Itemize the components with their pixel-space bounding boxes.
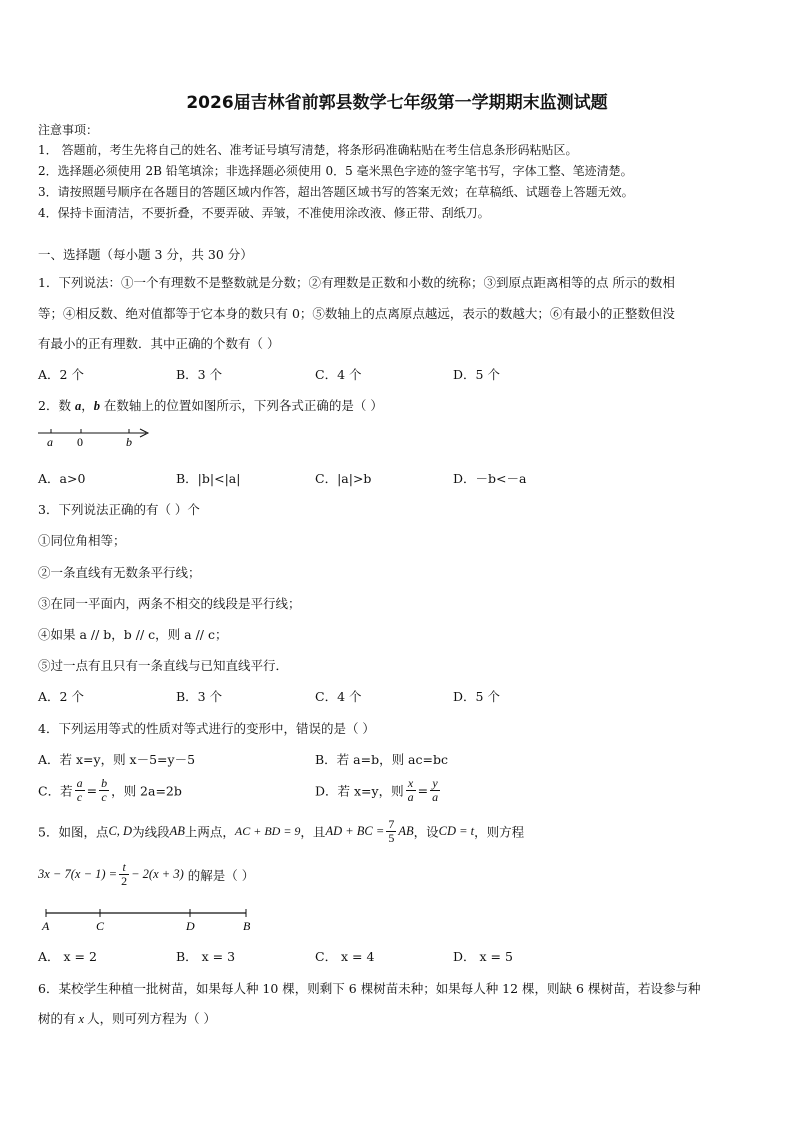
- q4-option-d: [315, 777, 442, 804]
- q5-equation-suffix: 的解是（ ）: [187, 867, 255, 883]
- q5-stem-line-1: [38, 818, 524, 845]
- q5-condition-3: CD = t: [438, 824, 475, 838]
- q2-option-d: D．－b<－a: [453, 471, 527, 486]
- q2-stem: [38, 396, 383, 414]
- q4-c-fraction-1: [75, 777, 85, 804]
- q3-option-d: D．5 个: [453, 689, 500, 704]
- q5-points: C, D: [108, 824, 133, 838]
- q5-equation-right: − 2(x + 3): [131, 867, 184, 881]
- q4-d-den-2: a: [432, 790, 439, 804]
- q5-segment-name: AB: [169, 824, 185, 838]
- q5-condition-2-fraction: [386, 818, 396, 845]
- q4-c-num-1: a: [76, 776, 83, 790]
- q5-segment-figure: [40, 906, 260, 934]
- q3-stem: 3．下列说法正确的有（ ）个: [38, 502, 200, 517]
- q5-condition-2-left: AD + BC =: [325, 824, 385, 838]
- notice-item-1: 1． 答题前，考生先将自己的姓名、准考证号填写清楚，将条形码准确粘贴在考生信息条形码粘贴区。: [38, 143, 578, 157]
- q5-stem-2: 为线段: [132, 824, 170, 840]
- q4-d-eq: =: [417, 783, 429, 798]
- q5-stem-3: 上两点，: [184, 824, 235, 840]
- q6-line-2-prefix: 树的有: [38, 1011, 76, 1026]
- page-title: 2026届吉林省前郭县数学七年级第一学期期末监测试题: [186, 93, 608, 113]
- q4-d-num-2: y: [430, 777, 440, 791]
- q5-equation-line: [38, 861, 254, 888]
- q4-c-eq: =: [86, 783, 98, 798]
- q3-option-b: B．3 个: [176, 689, 223, 704]
- q2-stem-sep: ，: [81, 398, 94, 413]
- q1-line-3: 有最小的正有理数．其中正确的个数有（ ）: [38, 336, 280, 351]
- q4-c-fraction-2: [99, 777, 109, 804]
- q5-option-b: B． x = 3: [176, 949, 236, 964]
- q3-item-3: ③在同一平面内，两条不相交的线段是平行线；: [38, 596, 301, 611]
- q3-option-c: C．4 个: [315, 689, 362, 704]
- q2-option-a: A．a>0: [38, 471, 86, 486]
- q1-option-c: C．4 个: [315, 367, 362, 382]
- q3-item-2: ②一条直线有无数条平行线；: [38, 565, 201, 580]
- q5-frac-num: 7: [388, 817, 395, 831]
- q4-d-fraction-2: [430, 777, 440, 804]
- q6-line-1: 6．某校学生种植一批树苗，如果每人种 10 棵，则剩下 6 棵树苗未种；如果每人种 12 棵，则缺 6 棵树苗，若设参与种: [38, 981, 701, 996]
- q1-option-a: A．2 个: [38, 367, 84, 382]
- q4-c-suffix: ，则 2a=2b: [111, 783, 182, 799]
- q6-variable: x: [78, 1012, 85, 1026]
- q4-option-b: B．若 a=b，则 ac=bc: [315, 752, 448, 767]
- q2-stem-suffix: 在数轴上的位置如图所示，下列各式正确的是（ ）: [99, 398, 383, 413]
- q5-stem-1: 5．如图，点: [38, 824, 109, 840]
- q4-c-num-2: b: [101, 776, 108, 790]
- q2-axis-label-0: 0: [77, 435, 83, 449]
- q3-item-1: ①同位角相等；: [38, 533, 126, 548]
- notice-item-2: 2．选择题必须使用 2B 铅笔填涂；非选择题必须使用 0．5 毫米黑色字迹的签字笔书写，字体工整、笔迹清楚。: [38, 164, 633, 178]
- q5-frac-den: 5: [388, 831, 395, 845]
- q5-eq-frac-num: t: [119, 861, 129, 875]
- q5-equation-left: 3x − 7(x − 1) =: [38, 867, 118, 881]
- q5-point-c-label: C: [96, 919, 105, 933]
- q5-option-c: C． x = 4: [315, 949, 375, 964]
- q3-option-a: A．2 个: [38, 689, 84, 704]
- q5-equation-fraction: [119, 861, 129, 888]
- q2-stem-prefix: 2．数: [38, 398, 75, 413]
- q4-option-a: A．若 x=y，则 x－5=y－5: [38, 752, 196, 767]
- q6-line-2: [38, 1009, 216, 1027]
- q2-number-line: [36, 424, 156, 450]
- q3-item-5: ⑤过一点有且只有一条直线与已知直线平行．: [38, 658, 289, 673]
- q5-condition-1: AC + BD = 9: [234, 824, 301, 838]
- q5-option-a: A． x = 2: [38, 949, 97, 964]
- q5-point-d-label: D: [186, 919, 195, 933]
- q4-d-fraction-1: [406, 777, 416, 804]
- section-heading: 一、选择题（每小题 3 分，共 30 分）: [38, 247, 253, 262]
- q5-point-b-label: B: [243, 919, 251, 933]
- q5-point-a-label: A: [42, 919, 50, 933]
- q4-d-prefix: D．若 x=y，则: [315, 783, 404, 799]
- notice-item-3: 3．请按照题号顺序在各题目的答题区域内作答，超出答题区域书写的答案无效；在草稿纸、试题卷上答题无效。: [38, 185, 634, 199]
- q1-line-2: 等；④相反数、绝对值都等于它本身的数只有 0；⑤数轴上的点离原点越远，表示的数越大；⑥有最小的正整数但没: [38, 306, 675, 321]
- q2-var-a: a: [74, 399, 82, 413]
- q5-option-d: D． x = 5: [453, 949, 513, 964]
- q1-option-d: D．5 个: [453, 367, 500, 382]
- q4-d-den-1: a: [407, 790, 414, 804]
- q4-c-den-2: c: [101, 790, 107, 804]
- q5-stem-5: ，设: [413, 824, 439, 840]
- q2-option-c: C．|a|>b: [315, 471, 372, 486]
- q2-option-b: B．|b|<|a|: [176, 471, 241, 486]
- q5-condition-2-right: AB: [398, 824, 414, 838]
- q6-line-2-suffix: 人，则可列方程为（ ）: [87, 1011, 217, 1026]
- q2-axis-label-a: a: [47, 435, 53, 449]
- notice-item-4: 4．保持卡面清洁，不要折叠，不要弄破、弄皱，不准使用涂改液、修正带、刮纸刀。: [38, 206, 490, 220]
- q1-option-b: B．3 个: [176, 367, 223, 382]
- q5-stem-4: ，且: [300, 824, 326, 840]
- q1-line-1: 1．下列说法：①一个有理数不是整数就是分数；②有理数是正数和小数的统称；③到原点距离相等的点 所示的数相: [38, 275, 675, 290]
- notice-heading: 注意事项：: [38, 123, 99, 137]
- q5-stem-6: ，则方程: [474, 824, 525, 840]
- q4-c-den-1: c: [76, 790, 83, 804]
- q4-c-prefix: C．若: [38, 783, 73, 799]
- q4-d-num-1: x: [406, 777, 416, 791]
- q2-axis-label-b: b: [126, 435, 132, 449]
- q2-var-b: b: [93, 399, 100, 413]
- q4-option-c: [38, 777, 182, 804]
- q4-stem: 4．下列运用等式的性质对等式进行的变形中，错误的是（ ）: [38, 721, 375, 736]
- q5-eq-frac-den: 2: [121, 874, 128, 888]
- q3-item-4: ④如果 a // b，b // c，则 a // c；: [38, 627, 228, 642]
